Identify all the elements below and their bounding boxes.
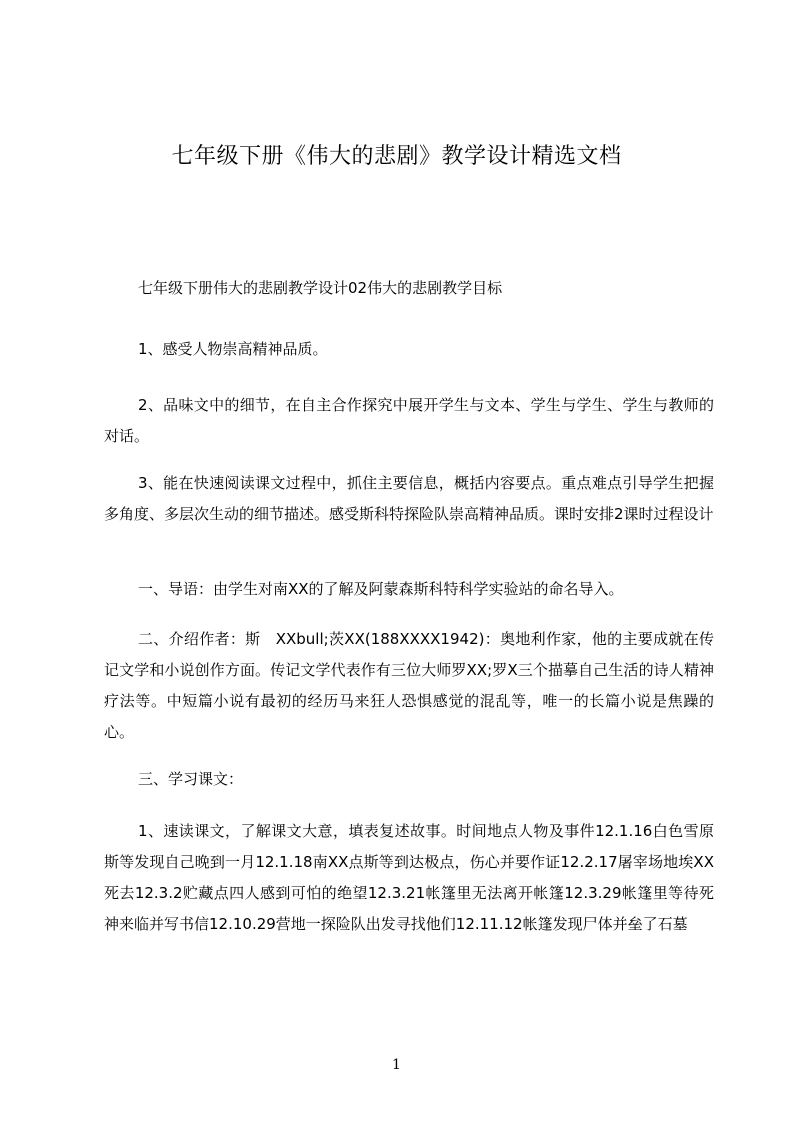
paragraph-intro: 七年级下册伟大的悲剧教学设计02伟大的悲剧教学目标 <box>138 279 503 297</box>
paragraph-section-3: 三、学习课文： <box>138 770 244 788</box>
paragraph-goal-1: 1、感受人物崇高精神品质。 <box>138 340 328 358</box>
paragraph-section-1: 一、导语：由学生对南XX的了解及阿蒙森斯科特科学实验站的命名导入。 <box>138 580 624 598</box>
paragraph-goal-3: 3、能在快速阅读课文过程中，抓住主要信息，概括内容要点。重点难点引导学生把握多角度、多层次生动的细节描述。感受斯科特探险队崇高精神品质。课时安排2课时过程设计 <box>104 474 714 523</box>
document-title: 七年级下册《伟大的悲剧》教学设计精选文档 <box>171 144 622 169</box>
page-number: 1 <box>392 1057 401 1073</box>
paragraph-goal-2: 2、品味文中的细节，在自主合作探究中展开学生与文本、学生与学生、学生与教师的对话。 <box>104 396 714 445</box>
paragraph-reading-task: 1、速读课文，了解课文大意，填表复述故事。时间地点人物及事件12.1.16白色雪原斯等发现自己晚到一月12.1.18南XX点斯等到达极点，伤心并要作证12.2.17屠宰场地埃XX死去12.3.2贮藏点四人感到可怕的绝望12.3.21帐篷里无法离开帐篷12.3.29帐篷里等待死神来临并写书信12.10.29营地一探险队出发寻找他们12.11.12帐篷发现尸体并垒了石墓 <box>104 822 714 933</box>
paragraph-section-2: 二、介绍作者：斯 XXbull;茨XX(188XXXX1942)：奥地利作家，他的主要成就在传记文学和小说创作方面。传记文学代表作有三位大师罗XX;罗X三个描摹自己生活的诗人精神疗法等。中短篇小说有最初的经历马来狂人恐惧感觉的混乱等，唯一的长篇小说是焦躁的心。 <box>104 630 714 741</box>
